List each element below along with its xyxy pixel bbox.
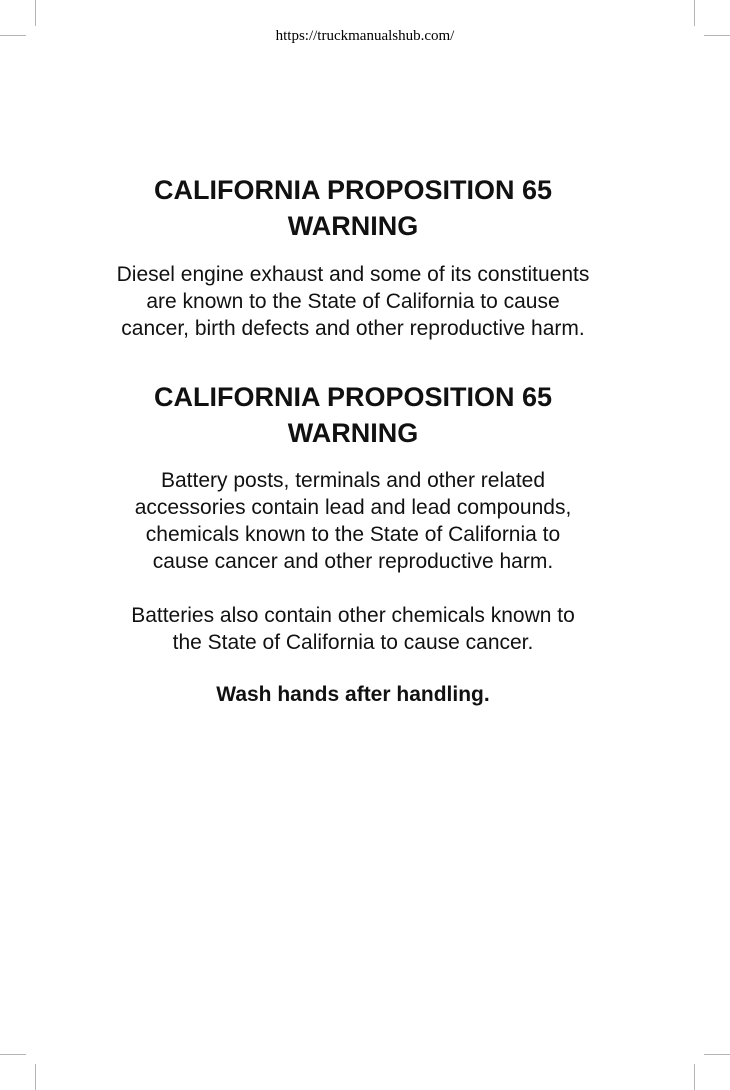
warning-2-body-line: accessories contain lead and lead compounds,: [134, 496, 572, 519]
crop-mark-bottom-right-vertical: [694, 1064, 695, 1090]
warning-1-title-line: CALIFORNIA PROPOSITION 65: [153, 175, 553, 205]
warning-2-title: [60, 379, 646, 451]
warning-1-body: [60, 261, 646, 342]
warning-1-body-line: are known to the State of California to cause: [146, 290, 560, 313]
warning-content: [60, 172, 646, 708]
wash-hands-instruction: Wash hands after handling.: [216, 683, 490, 706]
warning-2-body-line: Battery posts, terminals and other related: [160, 469, 546, 492]
crop-mark-bottom-left-vertical: [35, 1064, 36, 1090]
crop-mark-top-right-vertical: [694, 0, 695, 26]
warning-2-additional-line: the State of California to cause cancer.: [172, 631, 534, 654]
crop-mark-top-left-vertical: [35, 0, 36, 26]
warning-1-title: [60, 172, 646, 244]
warning-2-additional-line: Batteries also contain other chemicals known to: [131, 604, 575, 627]
crop-mark-bottom-left-horizontal: [0, 1054, 26, 1055]
warning-2-body: [60, 467, 646, 575]
source-url: https://truckmanualshub.com/: [275, 28, 455, 44]
warning-2-title-line: CALIFORNIA PROPOSITION 65: [153, 382, 553, 412]
crop-mark-bottom-right-horizontal: [704, 1054, 730, 1055]
warning-2-body-line: chemicals known to the State of California to: [145, 523, 561, 546]
warning-2-body-line: cause cancer and other reproductive harm.: [152, 550, 554, 573]
warning-1-title-line: WARNING: [287, 211, 419, 241]
warning-1-body-line: cancer, birth defects and other reproductive harm.: [121, 317, 585, 340]
warning-2-additional-body: [60, 602, 646, 656]
warning-1-body-line: Diesel engine exhaust and some of its constituents: [116, 263, 590, 286]
warning-2-title-line: WARNING: [287, 418, 419, 448]
